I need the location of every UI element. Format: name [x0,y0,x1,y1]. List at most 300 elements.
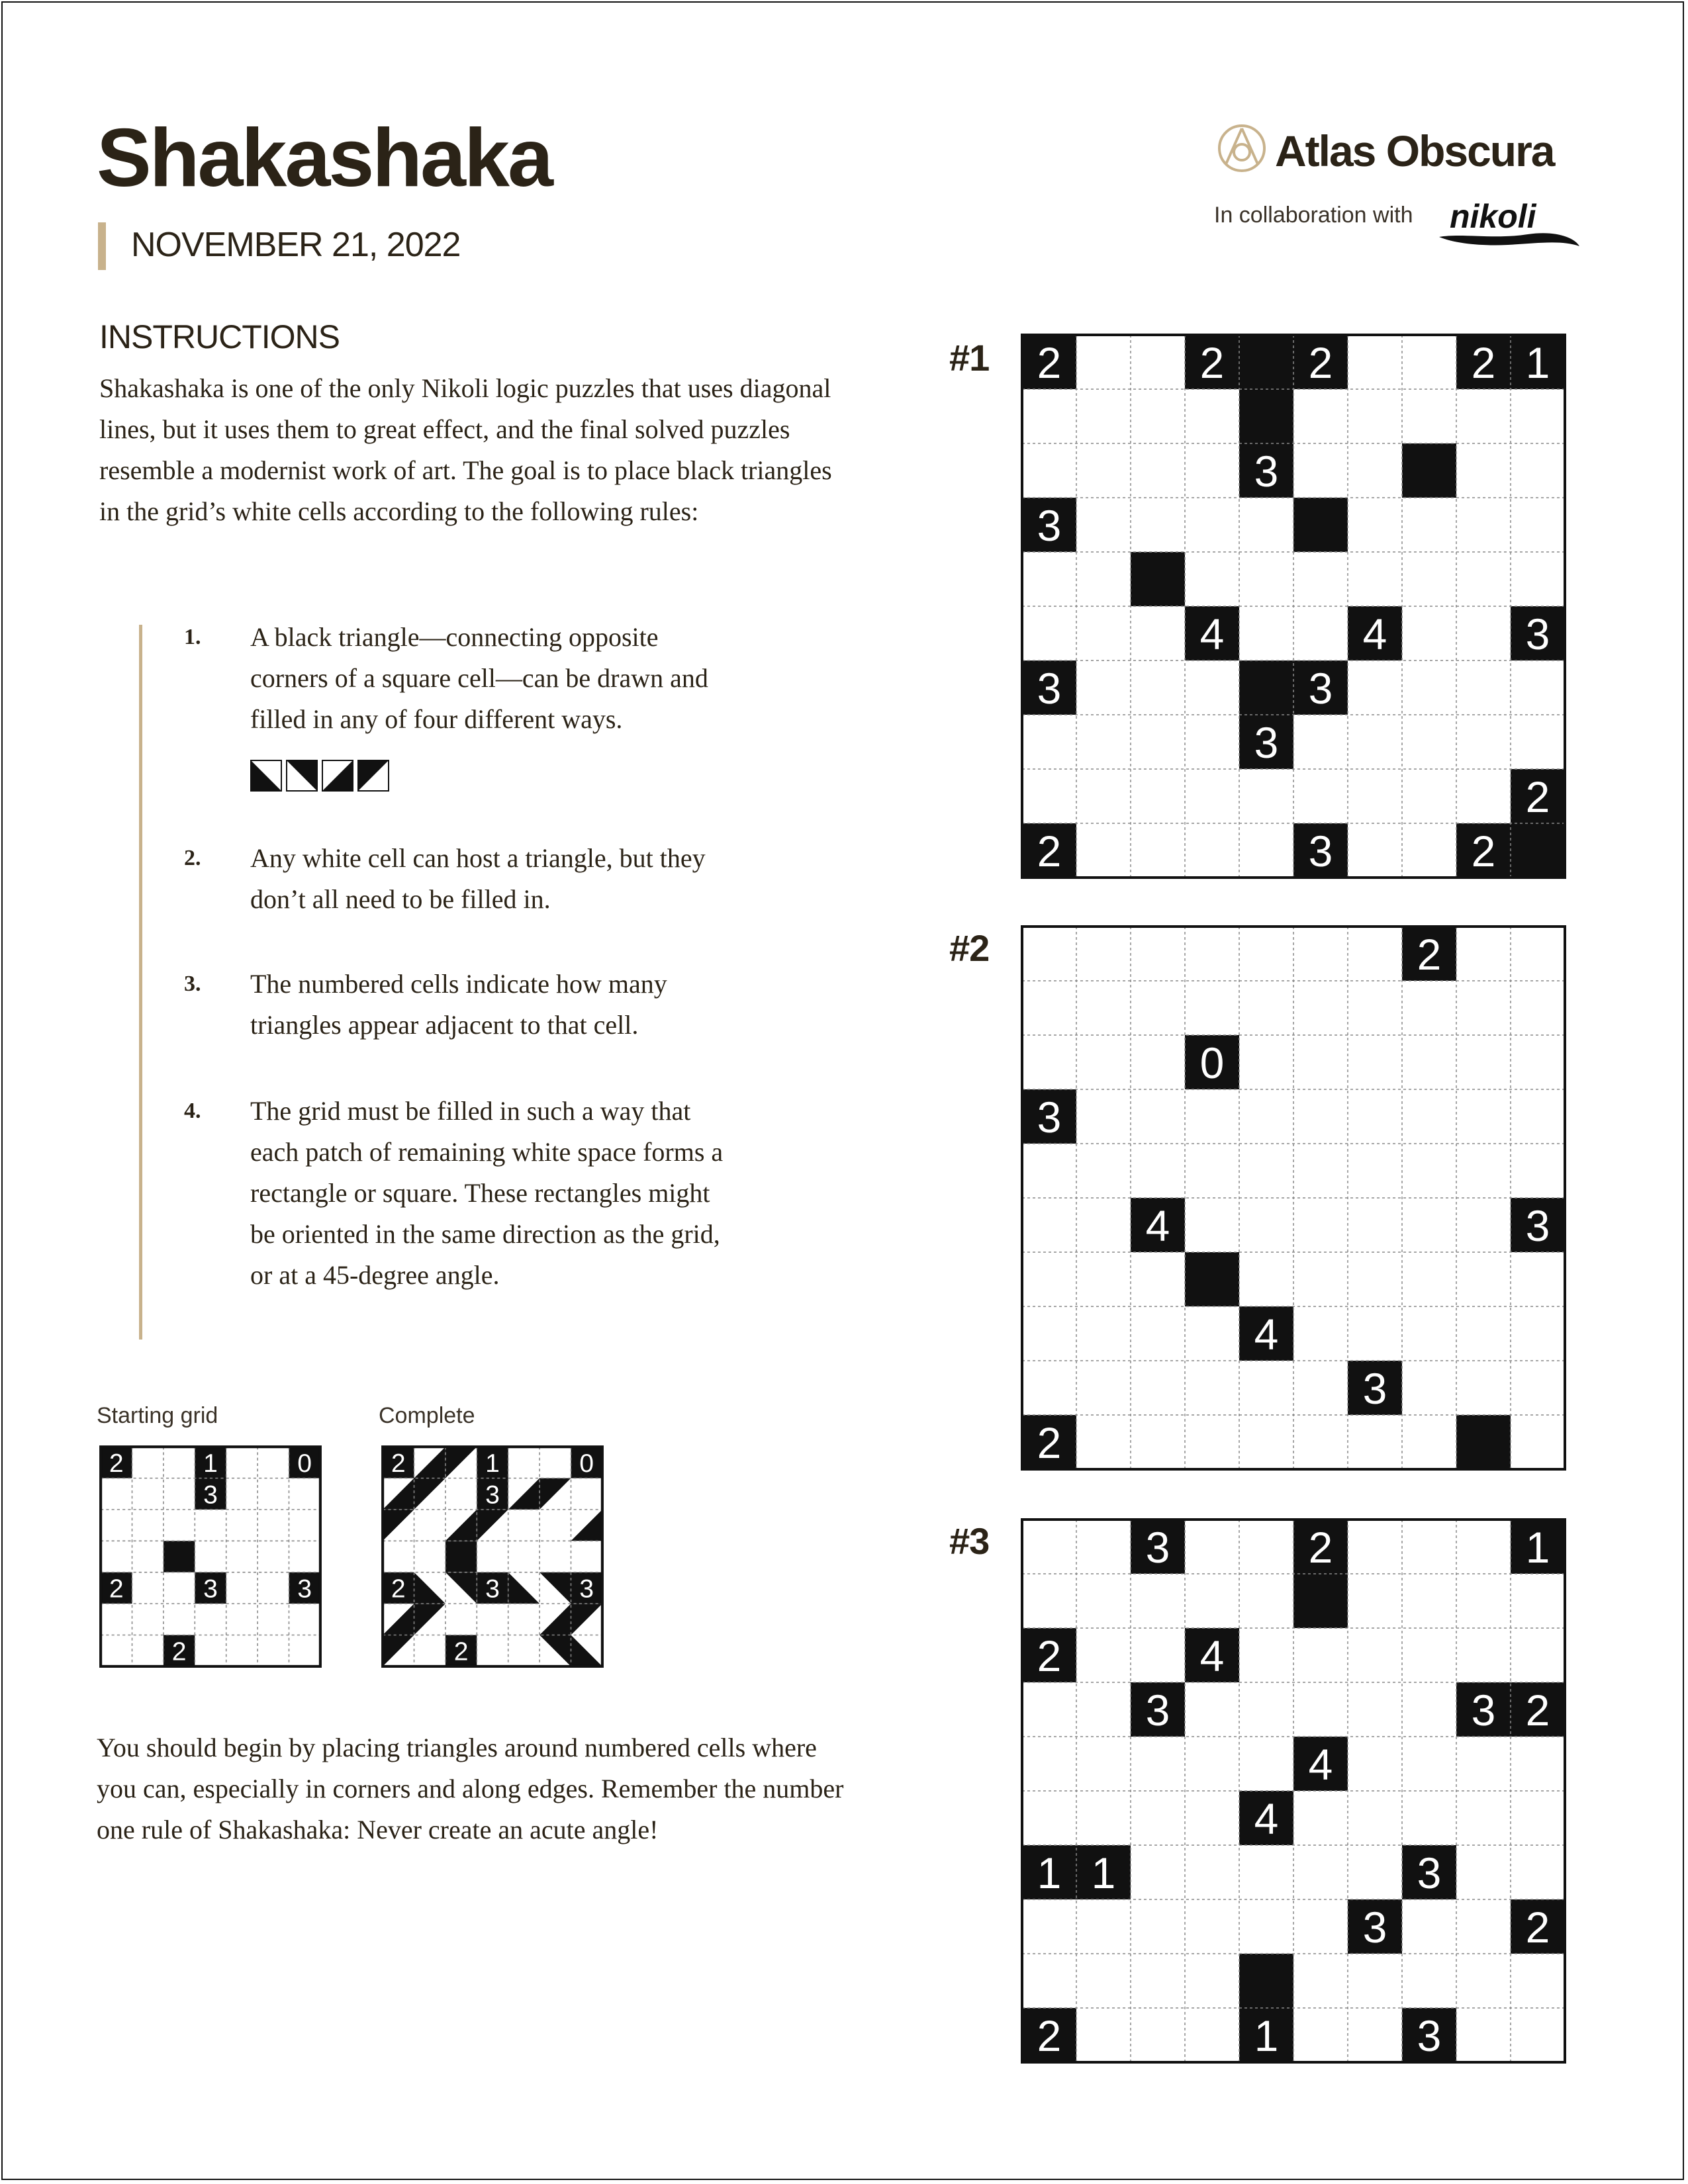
clue-number: 2 [109,1574,124,1604]
empty-cell[interactable] [289,1510,320,1541]
empty-cell[interactable] [1348,443,1402,498]
empty-cell[interactable] [1131,1791,1185,1845]
empty-cell[interactable] [1131,1737,1185,1791]
empty-cell[interactable] [1402,1306,1456,1361]
empty-cell[interactable] [1022,1682,1076,1737]
empty-cell[interactable] [1293,552,1348,606]
empty-cell[interactable] [1022,1899,1076,1954]
empty-cell[interactable] [1076,1252,1131,1306]
empty-cell[interactable] [1131,1628,1185,1682]
empty-cell[interactable] [1239,1035,1293,1089]
empty-cell[interactable] [195,1635,226,1666]
empty-cell[interactable] [1022,1198,1076,1252]
empty-cell[interactable] [1022,1574,1076,1628]
black-cell [1131,552,1185,606]
empty-cell[interactable] [1239,1415,1293,1469]
empty-cell[interactable] [1402,552,1456,606]
empty-cell[interactable] [1076,552,1131,606]
empty-cell[interactable] [1293,981,1348,1035]
empty-cell[interactable] [289,1479,320,1510]
empty-cell[interactable] [101,1604,132,1635]
empty-cell[interactable] [1456,1520,1511,1574]
empty-cell[interactable] [1348,1791,1402,1845]
empty-cell[interactable] [1131,1899,1185,1954]
empty-cell[interactable] [1348,1198,1402,1252]
empty-cell[interactable] [1293,1791,1348,1845]
empty-cell[interactable] [1022,1361,1076,1415]
empty-cell[interactable] [1293,1144,1348,1198]
empty-cell[interactable] [1022,981,1076,1035]
empty-cell[interactable] [132,1572,164,1604]
empty-cell[interactable] [1076,498,1131,552]
empty-cell[interactable] [1185,1198,1239,1252]
empty-cell[interactable] [1239,1682,1293,1737]
empty-cell[interactable] [1293,1628,1348,1682]
empty-cell[interactable] [1402,498,1456,552]
empty-cell[interactable] [1348,1574,1402,1628]
empty-cell[interactable] [1239,1737,1293,1791]
empty-cell[interactable] [1348,660,1402,715]
empty-cell[interactable] [1456,443,1511,498]
empty-cell[interactable] [1456,927,1511,981]
empty-cell[interactable] [258,1604,289,1635]
empty-cell[interactable] [1402,1954,1456,2008]
empty-cell[interactable] [1185,769,1239,823]
empty-cell[interactable] [1022,1520,1076,1574]
empty-cell[interactable] [1022,606,1076,660]
empty-cell[interactable] [1348,1628,1402,1682]
empty-cell[interactable] [1185,2008,1239,2062]
empty-cell[interactable] [1131,981,1185,1035]
empty-cell[interactable] [1131,389,1185,443]
puzzle-1-grid[interactable] [1017,330,1570,883]
empty-cell[interactable] [1239,769,1293,823]
empty-cell[interactable] [1511,927,1565,981]
empty-cell[interactable] [1239,1845,1293,1899]
empty-cell[interactable] [1402,1415,1456,1469]
empty-cell[interactable] [258,1572,289,1604]
empty-cell[interactable] [1456,552,1511,606]
empty-cell[interactable] [195,1604,226,1635]
empty-cell[interactable] [1185,389,1239,443]
empty-cell[interactable] [1239,1574,1293,1628]
empty-cell[interactable] [164,1604,195,1635]
empty-cell[interactable] [1511,715,1565,769]
empty-cell[interactable] [1348,1737,1402,1791]
empty-cell[interactable] [1348,823,1402,878]
empty-cell[interactable] [1022,1737,1076,1791]
empty-cell[interactable] [1402,1252,1456,1306]
empty-cell[interactable] [1402,660,1456,715]
empty-cell[interactable] [1076,1415,1131,1469]
empty-cell[interactable] [1456,1361,1511,1415]
empty-cell[interactable] [1076,823,1131,878]
empty-cell[interactable] [1402,389,1456,443]
empty-cell[interactable] [1239,552,1293,606]
empty-cell[interactable] [1402,715,1456,769]
empty-cell[interactable] [1456,1252,1511,1306]
empty-cell[interactable] [1402,1198,1456,1252]
empty-cell[interactable] [1348,769,1402,823]
empty-cell[interactable] [1076,1791,1131,1845]
empty-cell[interactable] [1131,498,1185,552]
empty-cell[interactable] [1076,769,1131,823]
empty-cell[interactable] [1239,1198,1293,1252]
empty-cell[interactable] [1022,927,1076,981]
empty-cell [571,1541,602,1572]
empty-cell[interactable] [1511,498,1565,552]
empty-cell[interactable] [1293,1954,1348,2008]
empty-cell[interactable] [101,1479,132,1510]
empty-cell[interactable] [132,1541,164,1572]
empty-cell[interactable] [289,1541,320,1572]
empty-cell[interactable] [1131,1252,1185,1306]
empty-cell[interactable] [1348,2008,1402,2062]
empty-cell[interactable] [1076,2008,1131,2062]
empty-cell[interactable] [1511,1574,1565,1628]
empty-cell[interactable] [1131,1574,1185,1628]
empty-cell[interactable] [226,1604,258,1635]
empty-cell[interactable] [1511,443,1565,498]
empty-cell[interactable] [1293,715,1348,769]
empty-cell[interactable] [1239,1144,1293,1198]
empty-cell[interactable] [164,1479,195,1510]
empty-cell[interactable] [1293,443,1348,498]
empty-cell[interactable] [1076,660,1131,715]
empty-cell[interactable] [1076,443,1131,498]
empty-cell[interactable] [1402,1035,1456,1089]
empty-cell[interactable] [1348,1520,1402,1574]
black-cell [1185,1252,1239,1306]
empty-cell[interactable] [1239,1252,1293,1306]
empty-cell[interactable] [1185,1574,1239,1628]
empty-cell[interactable] [1022,552,1076,606]
puzzle-3-label: #3 [949,1520,990,1562]
empty-cell[interactable] [1239,981,1293,1035]
empty-cell[interactable] [1456,715,1511,769]
empty-cell[interactable] [1348,1144,1402,1198]
empty-cell[interactable] [1293,1845,1348,1899]
empty-cell[interactable] [1185,823,1239,878]
empty-cell[interactable] [1239,606,1293,660]
empty-cell[interactable] [1348,335,1402,389]
empty-cell[interactable] [1511,1954,1565,2008]
empty-cell[interactable] [1511,1791,1565,1845]
empty-cell[interactable] [1022,1306,1076,1361]
empty-cell[interactable] [1131,1415,1185,1469]
empty-cell[interactable] [1022,1144,1076,1198]
empty-cell[interactable] [1293,389,1348,443]
empty-cell[interactable] [1402,1144,1456,1198]
empty-cell[interactable] [1456,1954,1511,2008]
empty-cell[interactable] [1131,1306,1185,1361]
empty-cell[interactable] [1185,660,1239,715]
empty-cell[interactable] [1402,769,1456,823]
empty-cell[interactable] [1456,389,1511,443]
empty-cell[interactable] [1293,606,1348,660]
empty-cell[interactable] [1185,1954,1239,2008]
empty-cell[interactable] [101,1510,132,1541]
empty-cell [508,1604,539,1635]
empty-cell[interactable] [1456,1845,1511,1899]
empty-cell[interactable] [1131,443,1185,498]
empty-cell[interactable] [101,1635,132,1666]
empty-cell[interactable] [195,1510,226,1541]
empty-cell[interactable] [1402,823,1456,878]
empty-cell[interactable] [1402,1737,1456,1791]
empty-cell[interactable] [1293,2008,1348,2062]
empty-cell[interactable] [1131,715,1185,769]
empty-cell[interactable] [132,1447,164,1478]
empty-cell[interactable] [1131,927,1185,981]
empty-cell[interactable] [1402,1628,1456,1682]
empty-cell[interactable] [1402,1791,1456,1845]
empty-cell[interactable] [1185,1791,1239,1845]
clue-number: 3 [1037,1092,1062,1142]
empty-cell[interactable] [1293,1035,1348,1089]
clue-number: 3 [1254,446,1279,496]
empty-cell[interactable] [1456,1198,1511,1252]
empty-cell[interactable] [1131,1954,1185,2008]
empty-cell[interactable] [1402,1899,1456,1954]
empty-cell[interactable] [1511,1089,1565,1144]
empty-cell[interactable] [1511,1306,1565,1361]
empty-cell[interactable] [195,1541,226,1572]
empty-cell[interactable] [1076,1682,1131,1737]
empty-cell[interactable] [1511,660,1565,715]
empty-cell[interactable] [1511,1415,1565,1469]
empty-cell[interactable] [1511,1144,1565,1198]
empty-cell[interactable] [1239,498,1293,552]
empty-cell[interactable] [1511,1737,1565,1791]
empty-cell[interactable] [1293,1415,1348,1469]
empty-cell[interactable] [1185,1682,1239,1737]
empty-cell[interactable] [1511,1252,1565,1306]
empty-cell[interactable] [1402,1361,1456,1415]
empty-cell[interactable] [1402,1089,1456,1144]
puzzle-2-grid[interactable] [1017,921,1570,1475]
empty-cell[interactable] [258,1510,289,1541]
empty-cell[interactable] [1185,1306,1239,1361]
empty-cell[interactable] [1239,1520,1293,1574]
empty-cell[interactable] [1348,1845,1402,1899]
empty-cell[interactable] [1076,1954,1131,2008]
empty-cell[interactable] [1456,1035,1511,1089]
empty-cell[interactable] [1076,1628,1131,1682]
empty-cell[interactable] [1456,1306,1511,1361]
empty-cell[interactable] [1185,1899,1239,1954]
empty-cell[interactable] [1511,1035,1565,1089]
empty-cell[interactable] [1076,1899,1131,1954]
empty-cell[interactable] [1185,1520,1239,1574]
empty-cell[interactable] [1511,1845,1565,1899]
empty-cell[interactable] [1131,335,1185,389]
empty-cell[interactable] [1239,927,1293,981]
empty-cell[interactable] [1293,1682,1348,1737]
empty-cell[interactable] [1456,981,1511,1035]
empty-cell[interactable] [1022,443,1076,498]
empty-cell[interactable] [1348,1089,1402,1144]
empty-cell[interactable] [258,1541,289,1572]
empty-cell[interactable] [101,1541,132,1572]
empty-cell[interactable] [1022,1252,1076,1306]
empty-cell[interactable] [1348,981,1402,1035]
empty-cell[interactable] [1456,2008,1511,2062]
empty-cell[interactable] [1348,1306,1402,1361]
empty-cell[interactable] [258,1479,289,1510]
empty-cell[interactable] [1456,1899,1511,1954]
empty-cell[interactable] [1131,1845,1185,1899]
empty-cell[interactable] [1456,1737,1511,1791]
empty-cell[interactable] [1239,1899,1293,1954]
empty-cell[interactable] [258,1447,289,1478]
empty-cell[interactable] [1185,552,1239,606]
empty-cell[interactable] [1456,769,1511,823]
empty-cell[interactable] [1076,981,1131,1035]
empty-cell[interactable] [289,1604,320,1635]
empty-cell[interactable] [1131,2008,1185,2062]
empty-cell[interactable] [1076,335,1131,389]
empty-cell[interactable] [1293,1361,1348,1415]
empty-cell[interactable] [1402,1574,1456,1628]
empty-cell[interactable] [1239,1628,1293,1682]
empty-cell[interactable] [1348,1035,1402,1089]
empty-cell[interactable] [1022,389,1076,443]
empty-cell[interactable] [1131,660,1185,715]
empty-cell[interactable] [1076,1144,1131,1198]
empty-cell[interactable] [1076,1574,1131,1628]
empty-cell[interactable] [1511,389,1565,443]
empty-cell[interactable] [226,1572,258,1604]
empty-cell [508,1635,539,1666]
empty-cell[interactable] [258,1635,289,1666]
empty-cell[interactable] [1185,715,1239,769]
empty-cell[interactable] [1076,389,1131,443]
empty-cell[interactable] [1293,1306,1348,1361]
empty-cell[interactable] [1456,1089,1511,1144]
empty-cell[interactable] [1348,1252,1402,1306]
empty-cell[interactable] [1022,769,1076,823]
empty-cell[interactable] [1456,606,1511,660]
empty-cell[interactable] [132,1635,164,1666]
empty-cell[interactable] [1185,981,1239,1035]
empty-cell[interactable] [1402,1682,1456,1737]
empty-cell[interactable] [1456,660,1511,715]
empty-cell[interactable] [1511,1628,1565,1682]
empty-cell[interactable] [226,1447,258,1478]
empty-cell[interactable] [289,1635,320,1666]
empty-cell[interactable] [226,1510,258,1541]
empty-cell[interactable] [1022,1035,1076,1089]
empty-cell[interactable] [1293,1899,1348,1954]
empty-cell[interactable] [226,1635,258,1666]
empty-cell[interactable] [1293,1089,1348,1144]
empty-cell[interactable] [1131,1089,1185,1144]
empty-cell[interactable] [1076,1306,1131,1361]
empty-cell[interactable] [1022,1954,1076,2008]
rule-text: The grid must be filled in such a way that each patch of remaining white space forms a rectangle or square. These rectangles might be oriented in the same direction as the grid, or at a 45-degree angle. [250,1096,724,1290]
empty-cell[interactable] [1076,1089,1131,1144]
empty-cell[interactable] [1185,1845,1239,1899]
empty-cell[interactable] [1511,1361,1565,1415]
empty-cell[interactable] [1511,2008,1565,2062]
empty-cell[interactable] [1076,1035,1131,1089]
empty-cell[interactable] [1131,1144,1185,1198]
empty-cell[interactable] [1185,1361,1239,1415]
empty-cell[interactable] [1511,552,1565,606]
empty-cell[interactable] [1293,769,1348,823]
empty-cell[interactable] [1185,443,1239,498]
puzzle-3-grid[interactable] [1017,1514,1570,2068]
empty-cell[interactable] [1456,1144,1511,1198]
empty-cell[interactable] [1402,335,1456,389]
empty-cell[interactable] [1131,823,1185,878]
empty-cell[interactable] [1022,715,1076,769]
empty-cell[interactable] [1185,1737,1239,1791]
empty-cell[interactable] [1348,498,1402,552]
empty-cell[interactable] [164,1572,195,1604]
empty-cell[interactable] [1293,1198,1348,1252]
empty-cell[interactable] [1456,1791,1511,1845]
empty-cell[interactable] [1348,1682,1402,1737]
empty-cell[interactable] [1076,927,1131,981]
empty-cell[interactable] [1293,927,1348,981]
empty-cell[interactable] [1131,769,1185,823]
empty-cell[interactable] [1402,1520,1456,1574]
empty-cell[interactable] [1076,1361,1131,1415]
clue-number: 1 [1254,2011,1279,2060]
empty-cell[interactable] [1131,606,1185,660]
empty-cell[interactable] [1185,498,1239,552]
empty-cell[interactable] [1185,927,1239,981]
empty-cell[interactable] [1402,606,1456,660]
empty-cell[interactable] [1076,715,1131,769]
empty-cell[interactable] [1511,981,1565,1035]
empty-cell[interactable] [1076,1520,1131,1574]
empty-cell[interactable] [1022,1791,1076,1845]
empty-cell[interactable] [1076,1737,1131,1791]
empty-cell[interactable] [1131,1035,1185,1089]
empty-cell[interactable] [1185,1089,1239,1144]
empty-cell[interactable] [1348,1415,1402,1469]
empty-cell[interactable] [1239,1089,1293,1144]
empty-cell[interactable] [164,1447,195,1478]
empty-cell[interactable] [1402,981,1456,1035]
empty-cell[interactable] [226,1541,258,1572]
empty-cell[interactable] [226,1479,258,1510]
empty-cell[interactable] [132,1510,164,1541]
empty-cell[interactable] [1239,823,1293,878]
empty-cell[interactable] [1456,1628,1511,1682]
empty-cell[interactable] [1348,715,1402,769]
empty-cell[interactable] [1348,389,1402,443]
empty-cell[interactable] [132,1479,164,1510]
empty-cell[interactable] [164,1510,195,1541]
empty-cell[interactable] [1076,606,1131,660]
empty-cell[interactable] [1076,1198,1131,1252]
empty-cell[interactable] [1239,1361,1293,1415]
empty-cell[interactable] [1348,1954,1402,2008]
empty-cell[interactable] [1185,1415,1239,1469]
empty-cell[interactable] [1185,1144,1239,1198]
empty-cell[interactable] [1456,498,1511,552]
empty-cell[interactable] [1131,1361,1185,1415]
empty-cell[interactable] [1293,1252,1348,1306]
empty-cell[interactable] [132,1604,164,1635]
empty-cell[interactable] [1348,927,1402,981]
empty-cell[interactable] [1456,1574,1511,1628]
empty-cell[interactable] [1348,552,1402,606]
